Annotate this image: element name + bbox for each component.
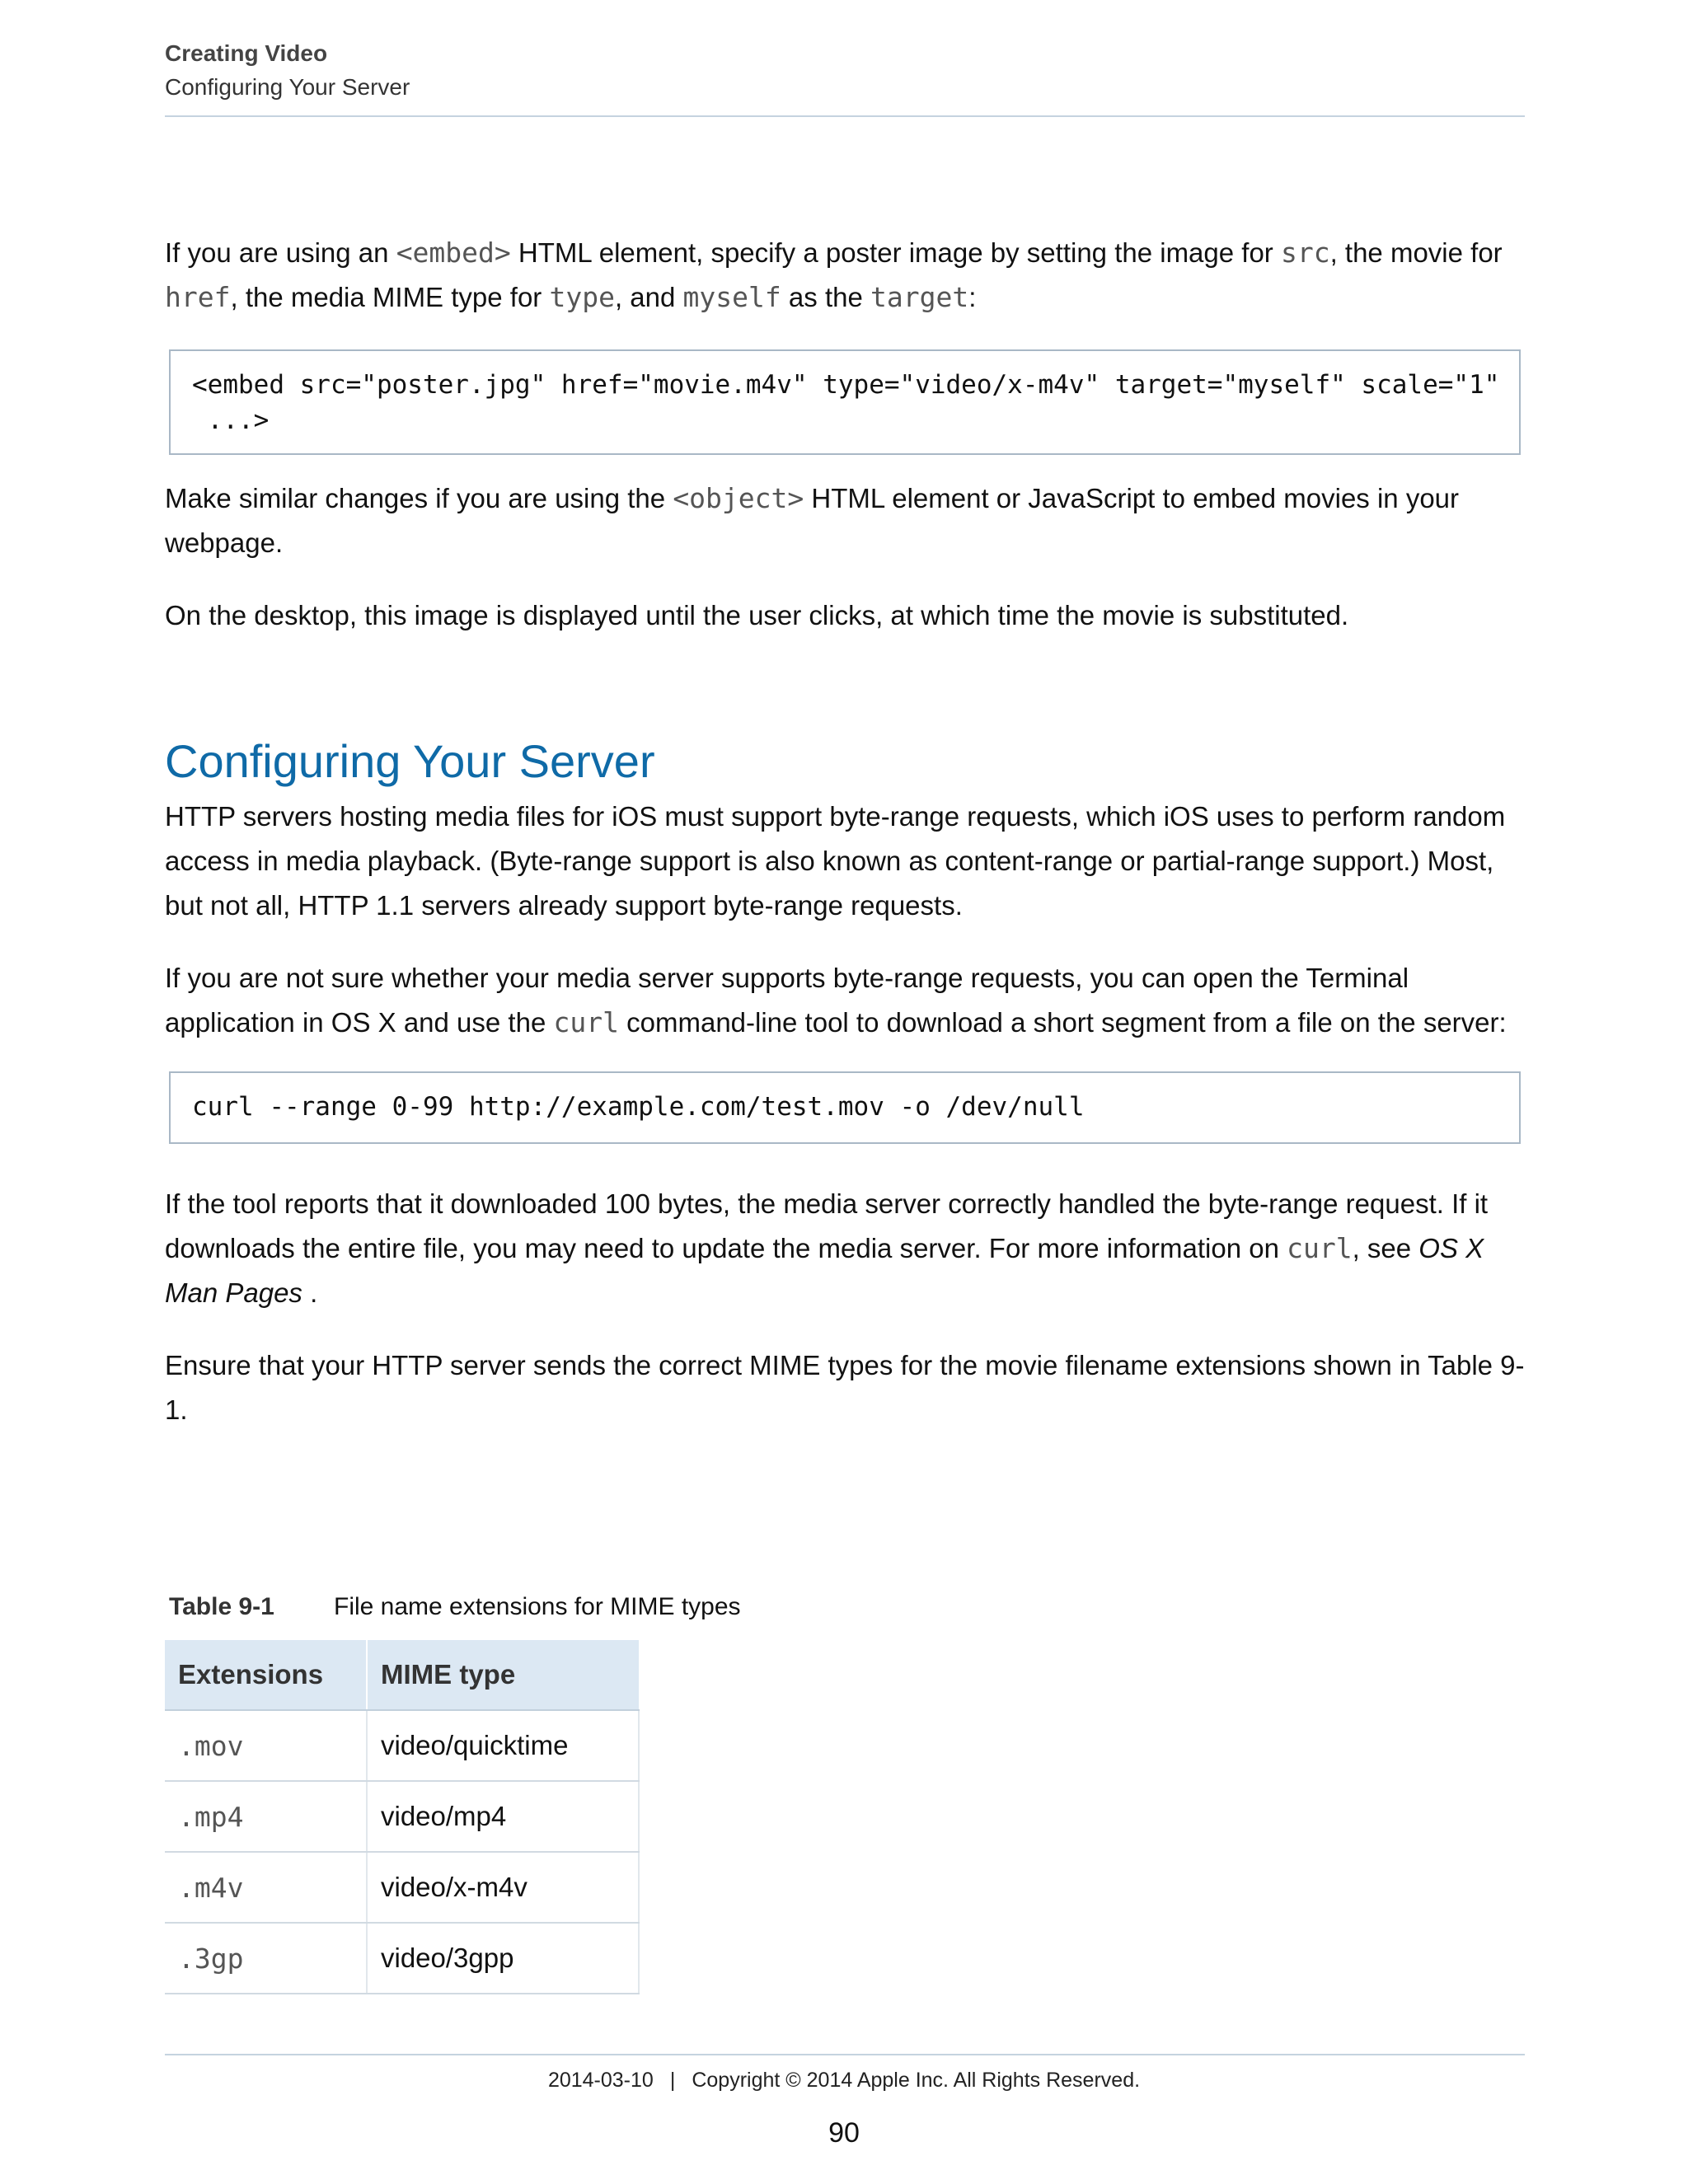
section-heading: Configuring Your Server	[165, 735, 655, 787]
paragraph-embed: If you are using an <embed> HTML element, specify a poster image by setting the image for src, the movie for href, the media MIME type for type, and myself as the target:	[165, 237, 1503, 313]
table-header-row	[165, 1640, 639, 1710]
page-header	[165, 38, 1525, 105]
extension-cell: .mov	[165, 1710, 367, 1781]
footer-copyright: Copyright © 2014 Apple Inc. All Rights Reserved.	[692, 2069, 1141, 2092]
table-row	[165, 1710, 639, 1781]
mime-cell: video/3gpp	[367, 1923, 639, 1994]
mime-table	[165, 1640, 640, 1994]
footer-date: 2014-03-10	[547, 2069, 654, 2092]
paragraph-mime: Ensure that your HTTP server sends the correct MIME types for the movie filename extensions shown in Table 9-1.	[165, 1350, 1525, 1425]
column-header-mime-type: MIME type	[367, 1640, 639, 1710]
extension-cell: .mp4	[165, 1781, 367, 1852]
footer-separator: |	[669, 2069, 676, 2092]
paragraph-byte-range: HTTP servers hosting media files for iOS must support byte-range requests, which iOS uses to perform random access in media playback. (Byte-range support is also known as content-range or partial-range support.) Most, but not all, HTTP 1.1 servers already support byte-range requests.	[165, 801, 1506, 921]
header-divider	[165, 115, 1525, 117]
mime-cell: video/x-m4v	[367, 1852, 639, 1923]
code-block-embed: <embed src="poster.jpg" href="movie.m4v" type="video/x-m4v" target="myself" scale="1" ...>	[169, 349, 1521, 455]
extension-cell: .3gp	[165, 1923, 367, 1994]
mime-cell: video/mp4	[367, 1781, 639, 1852]
table-row	[165, 1923, 639, 1994]
table-caption	[169, 1591, 741, 1624]
footer-divider	[165, 2054, 1525, 2055]
page-footer	[0, 2065, 1688, 2095]
code-block-curl: curl --range 0-99 http://example.com/test.mov -o /dev/null	[169, 1071, 1521, 1144]
mime-cell: video/quicktime	[367, 1710, 639, 1781]
chapter-title: Creating Video	[165, 40, 328, 66]
extension-cell: .m4v	[165, 1852, 367, 1923]
table-number: Table 9-1	[169, 1593, 274, 1620]
page-number: 90	[828, 2117, 860, 2149]
table-title: File name extensions for MIME types	[334, 1593, 741, 1620]
paragraph-object: Make similar changes if you are using the <object> HTML element or JavaScript to embed movies in your webpage.	[165, 482, 1460, 558]
table-row	[165, 1852, 639, 1923]
table-row	[165, 1781, 639, 1852]
paragraph-desktop: On the desktop, this image is displayed until the user clicks, at which time the movie is substituted.	[165, 600, 1349, 630]
section-title: Configuring Your Server	[165, 74, 410, 100]
main-content	[165, 231, 1525, 1432]
column-header-extensions: Extensions	[165, 1640, 367, 1710]
paragraph-tool-report: If the tool reports that it downloaded 100 bytes, the media server correctly handled the byte-range request. If it downloads the entire file, you may need to update the media server. For more information on curl, see OS X Man Pages .	[165, 1188, 1489, 1308]
paragraph-curl: If you are not sure whether your media server supports byte-range requests, you can open the Terminal application in OS X and use the curl command-line tool to download a short segment from a file on the server:	[165, 963, 1507, 1038]
man-pages-link[interactable]: OS X Man Pages	[165, 1233, 1484, 1308]
